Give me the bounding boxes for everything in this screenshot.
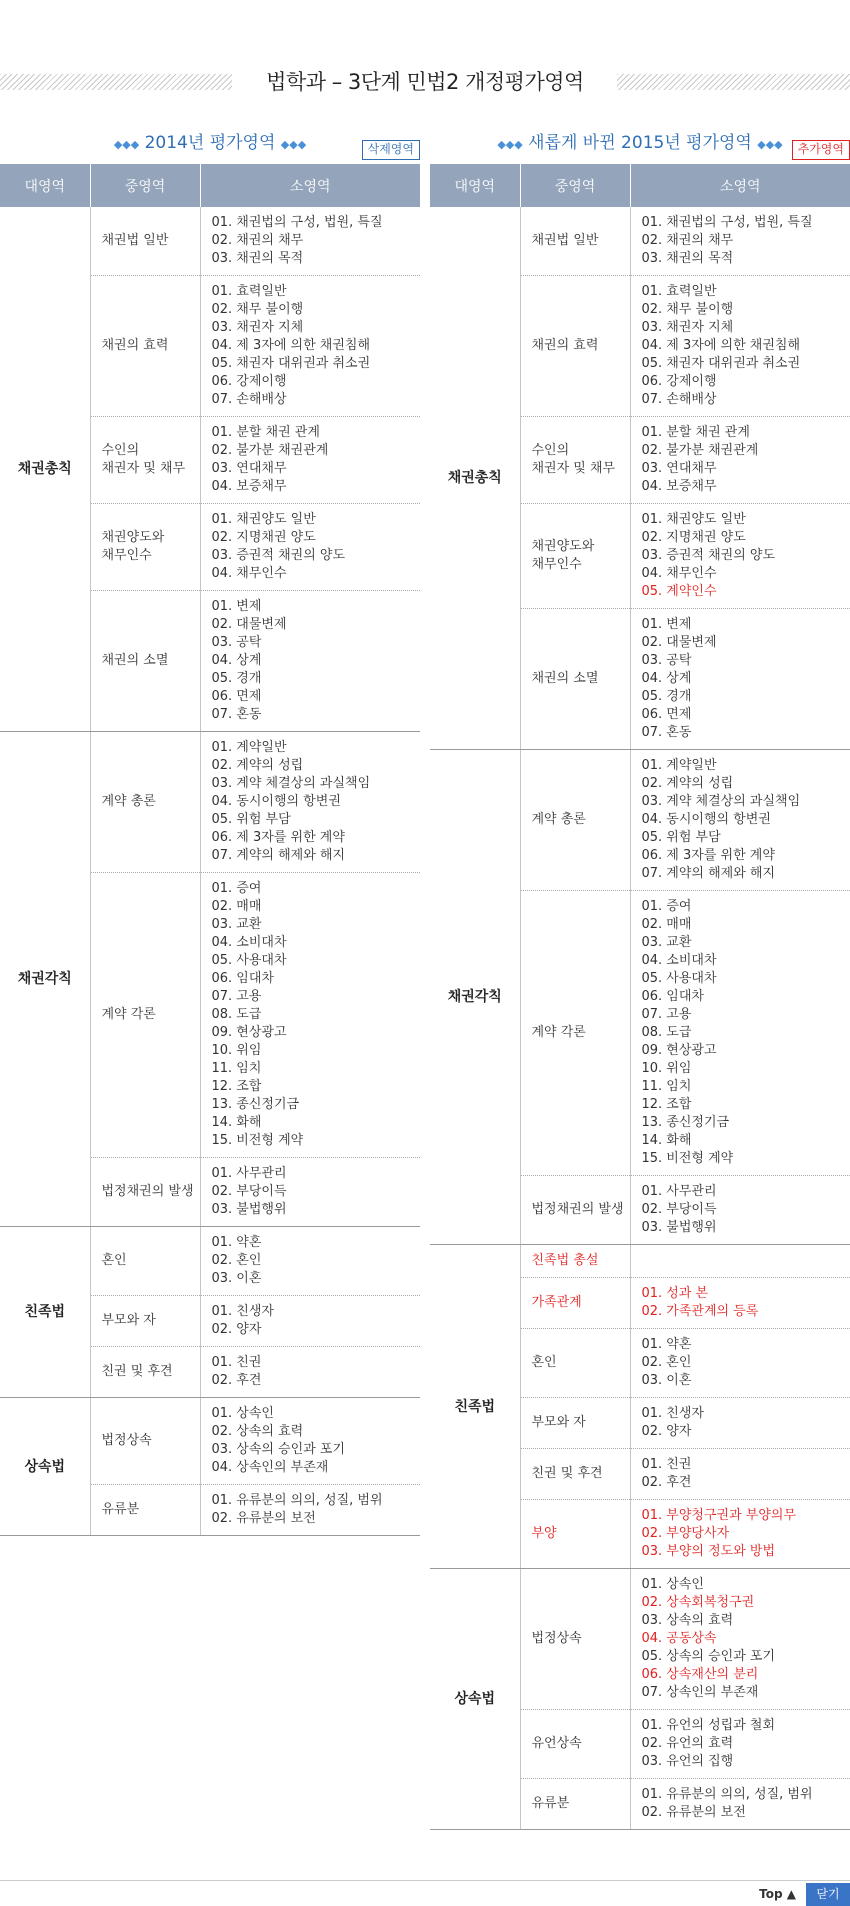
minor-area-item: 02. 유류분의 보전 (211, 1511, 316, 1526)
mid-area-cell (90, 207, 200, 276)
minor-area-cell (200, 1296, 420, 1347)
minor-area-item: 01. 유류분의 의의, 성질, 범위 (641, 1787, 813, 1802)
mid-area-label: 유언상속 (531, 1736, 582, 1751)
mid-area-cell (90, 1398, 200, 1485)
minor-area-item: 07. 상속인의 부존재 (641, 1685, 759, 1700)
minor-area-item: 02. 지명채권 양도 (641, 530, 746, 545)
mid-area-cell (90, 1485, 200, 1536)
mid-area-cell (90, 417, 200, 504)
mid-area-cell (520, 1398, 630, 1449)
minor-area-cell (630, 207, 850, 276)
minor-area-item: 01. 성과 본 (641, 1286, 709, 1301)
mid-area-label: 채권의 소멸 (101, 653, 169, 668)
minor-area-item: 03. 이혼 (211, 1271, 262, 1286)
mid-area-label: 부모와 자 (531, 1415, 586, 1430)
minor-area-item: 01. 분할 채권 관계 (211, 425, 320, 440)
table-row (0, 1398, 420, 1485)
footer-divider (0, 1880, 850, 1881)
minor-area-item: 12. 조합 (211, 1079, 262, 1094)
mid-area-cell (90, 1227, 200, 1296)
mid-area-label: 채권자 및 채무 (101, 461, 186, 476)
minor-area-cell (200, 1227, 420, 1296)
header-minor: 소영역 (200, 164, 420, 207)
mid-area-cell (520, 609, 630, 750)
minor-area-item: 06. 임대차 (211, 971, 274, 986)
minor-area-item: 05. 사용대차 (211, 953, 287, 968)
minor-area-cell (200, 591, 420, 732)
mid-area-cell (520, 1329, 630, 1398)
mid-area-cell (520, 750, 630, 891)
minor-area-item: 03. 공탁 (211, 635, 262, 650)
column-2015 (430, 128, 850, 1830)
minor-area-item: 01. 채권법의 구성, 법원, 특질 (211, 215, 383, 230)
minor-area-item: 01. 친생자 (211, 1304, 274, 1319)
major-area-cell: 친족법 (430, 1245, 520, 1569)
minor-area-item: 02. 채권의 채무 (641, 233, 734, 248)
mid-area-cell (90, 732, 200, 873)
minor-area-item: 03. 채권의 목적 (211, 251, 304, 266)
minor-area-cell (630, 750, 850, 891)
minor-area-item: 01. 상속인 (641, 1577, 704, 1592)
table-row (430, 1245, 850, 1278)
mid-area-label: 계약 각론 (531, 1025, 586, 1040)
minor-area-item: 03. 채권자 지체 (211, 320, 304, 335)
table-header-row (430, 164, 850, 207)
close-button[interactable]: 닫기 (806, 1883, 850, 1906)
minor-area-item: 03. 교환 (211, 917, 262, 932)
minor-area-item: 04. 상속인의 부존재 (211, 1460, 329, 1475)
minor-area-item: 13. 종신정기금 (211, 1097, 300, 1112)
minor-area-item: 07. 고용 (641, 1007, 692, 1022)
minor-area-item: 04. 동시이행의 항변권 (211, 794, 341, 809)
table-row (430, 1569, 850, 1710)
minor-area-item: 01. 친권 (211, 1355, 262, 1370)
mid-area-label: 채권의 효력 (531, 338, 599, 353)
minor-area-item: 03. 불법행위 (641, 1220, 717, 1235)
header-mid: 중영역 (520, 164, 630, 207)
minor-area-item: 12. 조합 (641, 1097, 692, 1112)
mid-area-cell (520, 891, 630, 1176)
mid-area-label: 유류분 (531, 1796, 570, 1811)
minor-area-item: 06. 강제이행 (211, 374, 287, 389)
minor-area-item: 03. 이혼 (641, 1373, 692, 1388)
minor-area-item: 01. 계약일반 (211, 740, 287, 755)
mid-area-label: 채권자 및 채무 (531, 461, 616, 476)
mid-area-cell (520, 417, 630, 504)
minor-area-item: 03. 채권의 목적 (641, 251, 734, 266)
minor-area-item: 07. 혼동 (641, 725, 692, 740)
minor-area-item: 02. 부당이득 (211, 1184, 287, 1199)
minor-area-item: 01. 상속인 (211, 1406, 274, 1421)
minor-area-item: 02. 불가분 채권관계 (211, 443, 329, 458)
title-stripe-left (0, 74, 232, 90)
minor-area-item: 11. 임치 (211, 1061, 262, 1076)
diamond-icon: ◆◆◆ (113, 138, 140, 151)
mid-area-cell (90, 873, 200, 1158)
minor-area-item: 08. 도급 (211, 1007, 262, 1022)
minor-area-cell (630, 1569, 850, 1710)
mid-area-cell (520, 1278, 630, 1329)
minor-area-cell (630, 1398, 850, 1449)
minor-area-item: 03. 연대채무 (211, 461, 287, 476)
minor-area-item: 01. 친생자 (641, 1406, 704, 1421)
mid-area-label: 채무인수 (531, 557, 582, 572)
mid-area-cell (90, 1347, 200, 1398)
minor-area-item: 05. 채권자 대위권과 취소권 (641, 356, 801, 371)
mid-area-label: 계약 총론 (101, 794, 156, 809)
mid-area-label: 친권 및 후견 (531, 1466, 603, 1481)
mid-area-label: 부양 (531, 1526, 557, 1541)
minor-area-item: 05. 경개 (641, 689, 692, 704)
minor-area-item: 02. 양자 (641, 1424, 692, 1439)
minor-area-cell (630, 891, 850, 1176)
mid-area-cell (520, 1449, 630, 1500)
minor-area-item: 04. 소비대차 (211, 935, 287, 950)
minor-area-cell (200, 1347, 420, 1398)
minor-area-item: 04. 보증채무 (211, 479, 287, 494)
minor-area-item: 02. 채권의 채무 (211, 233, 304, 248)
column-2014-heading: 2014년 평가영역 (144, 133, 276, 153)
minor-area-item: 05. 위험 부담 (641, 830, 721, 845)
minor-area-item: 07. 계약의 해제와 해지 (211, 848, 346, 863)
minor-area-item: 03. 상속의 승인과 포기 (211, 1442, 346, 1457)
minor-area-item: 11. 임치 (641, 1079, 692, 1094)
minor-area-item: 01. 효력일반 (641, 284, 717, 299)
minor-area-item: 01. 유류분의 의의, 성질, 범위 (211, 1493, 383, 1508)
header-major: 대영역 (0, 164, 90, 207)
minor-area-item: 02. 부당이득 (641, 1202, 717, 1217)
column-2014-header (0, 128, 420, 164)
minor-area-item: 04. 상계 (641, 671, 692, 686)
minor-area-cell (200, 873, 420, 1158)
minor-area-item: 02. 매매 (211, 899, 262, 914)
page-title: 법학과 – 3단계 민법2 개정평가영역 (266, 70, 584, 94)
minor-area-item: 02. 유언의 효력 (641, 1736, 734, 1751)
minor-area-item: 07. 고용 (211, 989, 262, 1004)
minor-area-cell (630, 1176, 850, 1245)
minor-area-cell (630, 504, 850, 609)
mid-area-label: 채권양도와 (101, 530, 165, 545)
minor-area-item: 02. 불가분 채권관계 (641, 443, 759, 458)
minor-area-item: 06. 면제 (641, 707, 692, 722)
minor-area-item: 01. 분할 채권 관계 (641, 425, 750, 440)
mid-area-label: 계약 각론 (101, 1007, 156, 1022)
minor-area-item: 09. 현상광고 (211, 1025, 287, 1040)
mid-area-label: 법정상속 (531, 1631, 582, 1646)
minor-area-cell (630, 1245, 850, 1278)
table-row (0, 207, 420, 276)
diamond-icon: ◆◆◆ (497, 138, 523, 151)
minor-area-item: 06. 상속재산의 분리 (641, 1667, 759, 1682)
minor-area-item: 04. 상계 (211, 653, 262, 668)
minor-area-cell (200, 732, 420, 873)
page-header (0, 66, 850, 98)
mid-area-cell (520, 1569, 630, 1710)
mid-area-label: 친권 및 후견 (101, 1364, 173, 1379)
minor-area-item: 04. 제 3자에 의한 채권침해 (641, 338, 800, 353)
mid-area-label: 채무인수 (101, 548, 152, 563)
mid-area-cell (520, 207, 630, 276)
minor-area-item: 02. 채무 불이행 (211, 302, 304, 317)
minor-area-item: 08. 도급 (641, 1025, 692, 1040)
mid-area-cell (520, 1245, 630, 1278)
minor-area-item: 01. 채권양도 일반 (641, 512, 746, 527)
minor-area-cell (630, 276, 850, 417)
table-row (430, 750, 850, 891)
minor-area-item: 02. 상속의 효력 (211, 1424, 304, 1439)
mid-area-cell (520, 504, 630, 609)
header-minor: 소영역 (630, 164, 850, 207)
minor-area-item: 02. 계약의 성립 (641, 776, 734, 791)
table-2015-body (430, 207, 850, 1830)
minor-area-item: 03. 채권자 지체 (641, 320, 734, 335)
minor-area-item: 05. 상속의 승인과 포기 (641, 1649, 776, 1664)
minor-area-cell (630, 1449, 850, 1500)
column-2015-heading: 새롭게 바뀐 2015년 평가영역 (528, 133, 752, 153)
minor-area-item: 01. 계약일반 (641, 758, 717, 773)
mid-area-cell (520, 1710, 630, 1779)
minor-area-cell (200, 1398, 420, 1485)
minor-area-cell (630, 417, 850, 504)
minor-area-item: 02. 양자 (211, 1322, 262, 1337)
mid-area-label: 계약 총론 (531, 812, 586, 827)
minor-area-item: 04. 공동상속 (641, 1631, 717, 1646)
table-2014 (0, 164, 420, 1536)
major-area-cell: 상속법 (430, 1569, 520, 1830)
minor-area-cell (200, 504, 420, 591)
minor-area-item: 03. 증권적 채권의 양도 (211, 548, 346, 563)
mid-area-cell (90, 276, 200, 417)
minor-area-item: 01. 변제 (641, 617, 692, 632)
minor-area-item: 06. 제 3자를 위한 계약 (641, 848, 775, 863)
minor-area-item: 03. 공탁 (641, 653, 692, 668)
header-mid: 중영역 (90, 164, 200, 207)
table-row (0, 1227, 420, 1296)
mid-area-label: 채권의 효력 (101, 338, 169, 353)
mid-area-cell (520, 1779, 630, 1830)
minor-area-item: 01. 변제 (211, 599, 262, 614)
mid-area-cell (90, 591, 200, 732)
minor-area-item: 05. 경개 (211, 671, 262, 686)
minor-area-item: 01. 채권법의 구성, 법원, 특질 (641, 215, 813, 230)
mid-area-label: 가족관계 (531, 1295, 582, 1310)
minor-area-item: 02. 대물변제 (211, 617, 287, 632)
table-header-row (0, 164, 420, 207)
minor-area-item: 03. 부양의 정도와 방법 (641, 1544, 776, 1559)
minor-area-item: 01. 친권 (641, 1457, 692, 1472)
minor-area-item: 05. 사용대차 (641, 971, 717, 986)
minor-area-item: 03. 유언의 집행 (641, 1754, 734, 1769)
minor-area-item: 06. 제 3자를 위한 계약 (211, 830, 345, 845)
minor-area-item: 01. 약혼 (641, 1337, 692, 1352)
deleted-area-badge: 삭제영역 (362, 140, 420, 160)
minor-area-item: 04. 소비대차 (641, 953, 717, 968)
minor-area-item: 01. 사무관리 (211, 1166, 287, 1181)
major-area-cell: 채권총칙 (0, 207, 90, 732)
mid-area-label: 채권법 일반 (531, 233, 599, 248)
mid-area-label: 혼인 (101, 1253, 127, 1268)
header-major: 대영역 (430, 164, 520, 207)
minor-area-item: 02. 채무 불이행 (641, 302, 734, 317)
minor-area-item: 15. 비전형 계약 (641, 1151, 734, 1166)
column-2015-header (430, 128, 850, 164)
minor-area-cell (630, 1779, 850, 1830)
minor-area-cell (200, 1485, 420, 1536)
major-area-cell: 채권각칙 (0, 732, 90, 1227)
minor-area-item: 02. 부양당사자 (641, 1526, 730, 1541)
minor-area-item: 01. 약혼 (211, 1235, 262, 1250)
minor-area-item: 07. 계약의 해제와 해지 (641, 866, 776, 881)
minor-area-item: 03. 연대채무 (641, 461, 717, 476)
minor-area-item: 03. 증권적 채권의 양도 (641, 548, 776, 563)
minor-area-item: 15. 비전형 계약 (211, 1133, 304, 1148)
minor-area-item: 06. 강제이행 (641, 374, 717, 389)
minor-area-item: 07. 혼동 (211, 707, 262, 722)
minor-area-cell (630, 1710, 850, 1779)
minor-area-item: 14. 화해 (641, 1133, 692, 1148)
minor-area-item: 01. 효력일반 (211, 284, 287, 299)
minor-area-item: 03. 불법행위 (211, 1202, 287, 1217)
title-stripe-right (617, 74, 850, 90)
minor-area-item: 02. 대물변제 (641, 635, 717, 650)
minor-area-item: 01. 유언의 성립과 철회 (641, 1718, 776, 1733)
mid-area-cell (520, 1176, 630, 1245)
minor-area-cell (630, 1278, 850, 1329)
mid-area-label: 친족법 총설 (531, 1253, 599, 1268)
minor-area-item: 04. 동시이행의 항변권 (641, 812, 771, 827)
minor-area-item: 05. 채권자 대위권과 취소권 (211, 356, 371, 371)
footer (0, 1880, 850, 1906)
minor-area-item: 04. 보증채무 (641, 479, 717, 494)
column-2014-title (0, 128, 420, 153)
minor-area-item: 13. 종신정기금 (641, 1115, 730, 1130)
minor-area-item: 02. 지명채권 양도 (211, 530, 316, 545)
minor-area-cell (200, 207, 420, 276)
column-2014 (0, 128, 420, 1536)
added-area-badge: 추가영역 (792, 140, 850, 160)
minor-area-item: 03. 상속의 효력 (641, 1613, 734, 1628)
mid-area-cell (90, 504, 200, 591)
mid-area-label: 채권의 소멸 (531, 671, 599, 686)
minor-area-item: 02. 가족관계의 등록 (641, 1304, 759, 1319)
minor-area-item: 10. 위임 (211, 1043, 262, 1058)
minor-area-item: 05. 계약인수 (641, 584, 717, 599)
minor-area-cell (630, 1329, 850, 1398)
minor-area-item: 02. 유류분의 보전 (641, 1805, 746, 1820)
mid-area-label: 수인의 (101, 443, 140, 458)
minor-area-cell (200, 276, 420, 417)
minor-area-item: 04. 제 3자에 의한 채권침해 (211, 338, 370, 353)
mid-area-label: 유류분 (101, 1502, 140, 1517)
table-2014-body (0, 207, 420, 1536)
minor-area-item: 06. 임대차 (641, 989, 704, 1004)
minor-area-item: 07. 손해배상 (641, 392, 717, 407)
major-area-cell: 채권각칙 (430, 750, 520, 1245)
minor-area-item: 01. 부양청구권과 부양의무 (641, 1508, 797, 1523)
major-area-cell: 채권총칙 (430, 207, 520, 750)
mid-area-label: 법정상속 (101, 1433, 152, 1448)
mid-area-label: 수인의 (531, 443, 570, 458)
minor-area-item: 02. 혼인 (211, 1253, 262, 1268)
minor-area-item: 02. 후견 (641, 1475, 692, 1490)
minor-area-item: 10. 위임 (641, 1061, 692, 1076)
table-row (430, 207, 850, 276)
minor-area-item: 03. 계약 체결상의 과실책임 (641, 794, 801, 809)
minor-area-item: 02. 후견 (211, 1373, 262, 1388)
mid-area-label: 혼인 (531, 1355, 557, 1370)
major-area-cell: 상속법 (0, 1398, 90, 1536)
minor-area-item: 03. 교환 (641, 935, 692, 950)
mid-area-label: 채권법 일반 (101, 233, 169, 248)
minor-area-item: 02. 상속회복청구권 (641, 1595, 755, 1610)
table-2015 (430, 164, 850, 1830)
minor-area-item: 02. 계약의 성립 (211, 758, 304, 773)
mid-area-label: 채권양도와 (531, 539, 595, 554)
minor-area-item: 04. 채무인수 (641, 566, 717, 581)
mid-area-cell (90, 1296, 200, 1347)
major-area-cell: 친족법 (0, 1227, 90, 1398)
minor-area-cell (200, 417, 420, 504)
back-to-top-link[interactable]: Top ▲ (759, 1887, 796, 1901)
minor-area-item: 01. 증여 (641, 899, 692, 914)
minor-area-cell (630, 1500, 850, 1569)
mid-area-label: 법정채권의 발생 (531, 1202, 624, 1217)
mid-area-cell (520, 276, 630, 417)
minor-area-cell (200, 1158, 420, 1227)
minor-area-item: 14. 화해 (211, 1115, 262, 1130)
minor-area-item: 09. 현상광고 (641, 1043, 717, 1058)
minor-area-cell (630, 609, 850, 750)
mid-area-label: 법정채권의 발생 (101, 1184, 194, 1199)
minor-area-item: 01. 채권양도 일반 (211, 512, 316, 527)
mid-area-cell (90, 1158, 200, 1227)
minor-area-item: 04. 채무인수 (211, 566, 287, 581)
minor-area-item: 05. 위험 부담 (211, 812, 291, 827)
minor-area-item: 01. 증여 (211, 881, 262, 896)
minor-area-item: 03. 계약 체결상의 과실책임 (211, 776, 371, 791)
minor-area-item: 02. 혼인 (641, 1355, 692, 1370)
minor-area-item: 02. 매매 (641, 917, 692, 932)
mid-area-label: 부모와 자 (101, 1313, 156, 1328)
diamond-icon: ◆◆◆ (280, 138, 307, 151)
minor-area-item: 07. 손해배상 (211, 392, 287, 407)
diamond-icon: ◆◆◆ (757, 138, 783, 151)
column-2015-title (430, 128, 850, 153)
minor-area-item: 06. 면제 (211, 689, 262, 704)
mid-area-cell (520, 1500, 630, 1569)
minor-area-item: 01. 사무관리 (641, 1184, 717, 1199)
table-row (0, 732, 420, 873)
